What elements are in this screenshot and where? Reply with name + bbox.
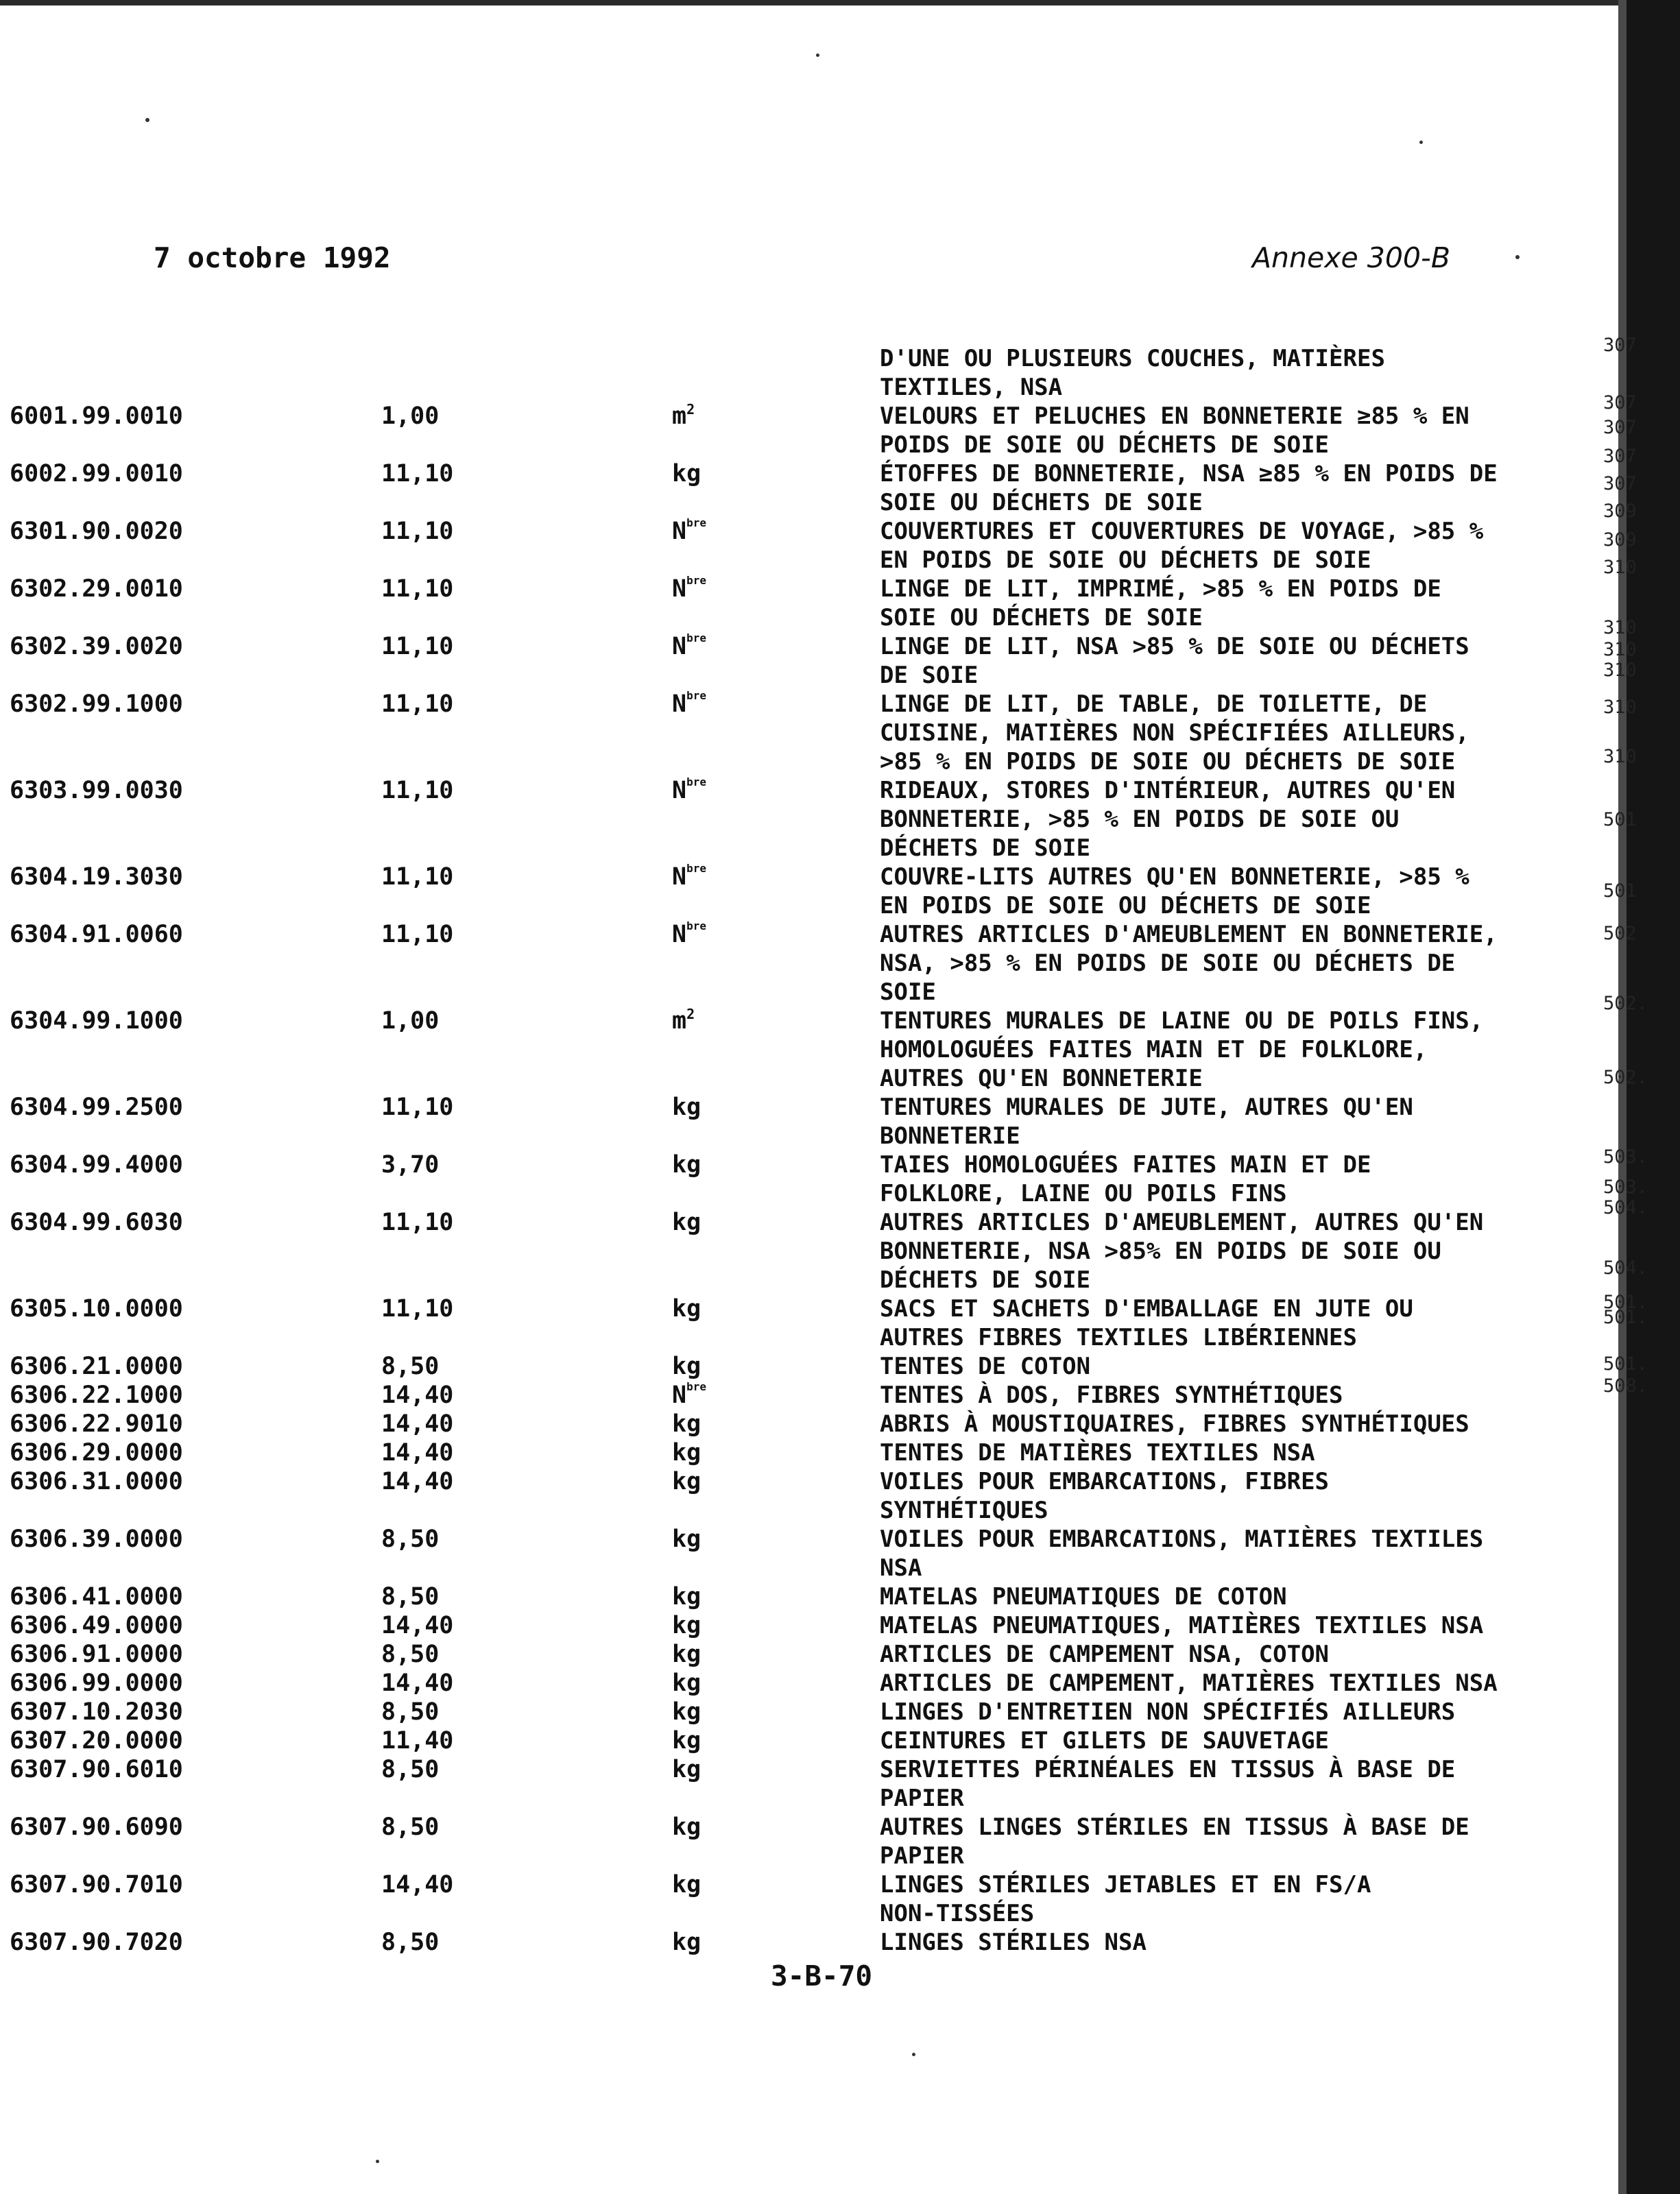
conversion-rate: 11,10 bbox=[381, 460, 454, 487]
margin-fragment: 307 bbox=[1603, 417, 1637, 438]
table-row bbox=[0, 1755, 1605, 1813]
margin-fragment: 307 bbox=[1603, 335, 1637, 356]
conversion-rate: 14,40 bbox=[381, 1669, 454, 1697]
table-row bbox=[0, 1813, 1605, 1870]
tariff-code: 6302.99.1000 bbox=[10, 690, 183, 718]
tariff-code: 6304.91.0060 bbox=[10, 921, 183, 948]
tariff-code: 6304.99.1000 bbox=[10, 1007, 183, 1035]
unit-of-measure: $N^{bre}$ bbox=[672, 631, 706, 660]
unit-of-measure: kg bbox=[672, 460, 701, 487]
conversion-rate: 11,10 bbox=[381, 1209, 454, 1236]
conversion-rate: 1,00 bbox=[381, 1007, 440, 1035]
product-description: VOILES POUR EMBARCATIONS, MATIÈRES TEXTILES NSA bbox=[880, 1526, 1484, 1582]
conversion-rate: 11,10 bbox=[381, 575, 454, 603]
unit-of-measure: $N^{bre}$ bbox=[672, 516, 706, 545]
tariff-code: 6307.90.6010 bbox=[10, 1756, 183, 1783]
unit-of-measure: kg bbox=[672, 1727, 701, 1755]
conversion-rate: 14,40 bbox=[381, 1439, 454, 1467]
margin-fragment: 310 bbox=[1603, 660, 1637, 681]
conversion-rate: 1,00 bbox=[381, 402, 440, 430]
unit-of-measure: $N^{bre}$ bbox=[672, 689, 706, 718]
table-row bbox=[0, 1870, 1605, 1928]
tariff-code: 6306.39.0000 bbox=[10, 1526, 183, 1553]
product-description: ÉTOFFES DE BONNETERIE, NSA ≥85 % EN POIDS DE SOIE OU DÉCHETS DE SOIE bbox=[880, 460, 1498, 516]
margin-fragment: 504. bbox=[1603, 1257, 1648, 1279]
product-description: AUTRES ARTICLES D'AMEUBLEMENT EN BONNETERIE, NSA, >85 % EN POIDS DE SOIE OU DÉCHETS DE SOIE bbox=[880, 921, 1498, 1006]
scan-binding-shadow bbox=[1627, 0, 1680, 2194]
margin-fragment: 502. bbox=[1603, 1067, 1648, 1088]
conversion-rate: 8,50 bbox=[381, 1526, 440, 1553]
unit-of-measure: kg bbox=[672, 1439, 701, 1467]
margin-fragment: 501. bbox=[1603, 1307, 1648, 1328]
scan-speck bbox=[145, 118, 149, 122]
table-row bbox=[0, 575, 1605, 632]
conversion-rate: 8,50 bbox=[381, 1756, 440, 1783]
tariff-code: 6302.39.0020 bbox=[10, 633, 183, 660]
table-row bbox=[0, 517, 1605, 575]
table-row bbox=[0, 1726, 1605, 1755]
table-row bbox=[0, 1410, 1605, 1438]
margin-fragment: 307 bbox=[1603, 392, 1637, 413]
product-description: LINGES STÉRILES JETABLES ET EN FS/A NON-TISSÉES bbox=[880, 1871, 1371, 1927]
conversion-rate: 11,10 bbox=[381, 1295, 454, 1323]
table-row bbox=[0, 1698, 1605, 1726]
unit-of-measure: kg bbox=[672, 1929, 701, 1956]
unit-of-measure: kg bbox=[672, 1641, 701, 1668]
margin-fragment: 501 bbox=[1603, 809, 1637, 830]
conversion-rate: 14,40 bbox=[381, 1468, 454, 1495]
unit-of-measure: kg bbox=[672, 1295, 701, 1323]
table-row bbox=[0, 1381, 1605, 1410]
margin-fragment: 310 bbox=[1603, 697, 1637, 718]
product-description: TENTES DE COTON bbox=[880, 1353, 1091, 1380]
tariff-code: 6301.90.0020 bbox=[10, 518, 183, 545]
unit-of-measure: kg bbox=[672, 1871, 701, 1898]
tariff-code: 6307.90.7020 bbox=[10, 1929, 183, 1956]
product-description: TENTURES MURALES DE JUTE, AUTRES QU'EN BONNETERIE bbox=[880, 1094, 1413, 1150]
product-description: LINGE DE LIT, IMPRIMÉ, >85 % EN POIDS DE SOIE OU DÉCHETS DE SOIE bbox=[880, 575, 1441, 631]
tariff-code: 6306.29.0000 bbox=[10, 1439, 183, 1467]
table-row bbox=[0, 1208, 1605, 1294]
margin-fragment: 310 bbox=[1603, 639, 1637, 660]
conversion-rate: 14,40 bbox=[381, 1410, 454, 1438]
tariff-code: 6307.90.7010 bbox=[10, 1871, 183, 1898]
margin-fragment: 501 bbox=[1603, 880, 1637, 902]
table-row bbox=[0, 1294, 1605, 1352]
scan-speck bbox=[376, 2160, 379, 2163]
table-row bbox=[0, 690, 1605, 776]
tariff-code: 6306.41.0000 bbox=[10, 1583, 183, 1611]
tariff-code: 6307.20.0000 bbox=[10, 1727, 183, 1755]
product-description: COUVRE-LITS AUTRES QU'EN BONNETERIE, >85 % EN POIDS DE SOIE OU DÉCHETS DE SOIE bbox=[880, 863, 1469, 919]
product-description: LINGE DE LIT, NSA >85 % DE SOIE OU DÉCHETS DE SOIE bbox=[880, 633, 1469, 689]
table-row bbox=[0, 1438, 1605, 1467]
conversion-rate: 11,10 bbox=[381, 518, 454, 545]
margin-fragment: 504. bbox=[1603, 1197, 1648, 1218]
margin-fragment: 309 bbox=[1603, 529, 1637, 551]
product-description: ARTICLES DE CAMPEMENT NSA, COTON bbox=[880, 1641, 1330, 1668]
margin-fragment: 502 bbox=[1603, 923, 1637, 944]
conversion-rate: 11,10 bbox=[381, 921, 454, 948]
tariff-code: 6305.10.0000 bbox=[10, 1295, 183, 1323]
page-header bbox=[0, 241, 1605, 276]
tariff-code: 6306.99.0000 bbox=[10, 1669, 183, 1697]
product-description: MATELAS PNEUMATIQUES DE COTON bbox=[880, 1583, 1287, 1611]
unit-of-measure: $m^2$ bbox=[672, 1006, 695, 1035]
conversion-rate: 14,40 bbox=[381, 1382, 454, 1409]
conversion-rate: 8,50 bbox=[381, 1813, 440, 1841]
tariff-code: 6306.91.0000 bbox=[10, 1641, 183, 1668]
margin-fragment: 501. bbox=[1603, 1292, 1648, 1313]
table-row bbox=[0, 1525, 1605, 1582]
product-description: ARTICLES DE CAMPEMENT, MATIÈRES TEXTILES NSA bbox=[880, 1669, 1498, 1697]
unit-of-measure: $N^{bre}$ bbox=[672, 862, 706, 891]
product-description: RIDEAUX, STORES D'INTÉRIEUR, AUTRES QU'EN BONNETERIE, >85 % EN POIDS DE SOIE OU DÉCHETS DE SOIE bbox=[880, 777, 1456, 862]
tariff-code: 6002.99.0010 bbox=[10, 460, 183, 487]
margin-fragment: 503. bbox=[1603, 1177, 1648, 1198]
product-description: COUVERTURES ET COUVERTURES DE VOYAGE, >85 % EN POIDS DE SOIE OU DÉCHETS DE SOIE bbox=[880, 518, 1484, 574]
tariff-code: 6306.22.1000 bbox=[10, 1382, 183, 1409]
table-row bbox=[0, 1928, 1605, 1957]
conversion-rate: 11,10 bbox=[381, 863, 454, 891]
tariff-code: 6304.19.3030 bbox=[10, 863, 183, 891]
unit-of-measure: kg bbox=[672, 1813, 701, 1841]
unit-of-measure: kg bbox=[672, 1612, 701, 1639]
tariff-code: 6306.22.9010 bbox=[10, 1410, 183, 1438]
product-description: LINGES STÉRILES NSA bbox=[880, 1929, 1147, 1956]
table-row bbox=[0, 1093, 1605, 1150]
product-description: SACS ET SACHETS D'EMBALLAGE EN JUTE OU AUTRES FIBRES TEXTILES LIBÉRIENNES bbox=[880, 1295, 1413, 1351]
unit-of-measure: kg bbox=[672, 1583, 701, 1611]
product-description: LINGE DE LIT, DE TABLE, DE TOILETTE, DE CUISINE, MATIÈRES NON SPÉCIFIÉES AILLEURS, >85 % EN POIDS DE SOIE OU DÉCHETS DE SOIE bbox=[880, 690, 1469, 775]
tariff-code: 6001.99.0010 bbox=[10, 402, 183, 430]
tariff-code: 6307.90.6090 bbox=[10, 1813, 183, 1841]
margin-fragment: 307 bbox=[1603, 473, 1637, 494]
conversion-rate: 11,10 bbox=[381, 633, 454, 660]
unit-of-measure: kg bbox=[672, 1698, 701, 1726]
tariff-code: 6302.29.0010 bbox=[10, 575, 183, 603]
table-row bbox=[0, 1640, 1605, 1669]
tariff-code: 6304.99.6030 bbox=[10, 1209, 183, 1236]
table-row bbox=[0, 1352, 1605, 1381]
margin-fragment: 503. bbox=[1603, 1146, 1648, 1168]
margin-fragment: 309 bbox=[1603, 501, 1637, 522]
tariff-code: 6306.21.0000 bbox=[10, 1353, 183, 1380]
page-number: 3-B-70 bbox=[771, 1960, 873, 1992]
conversion-rate: 11,40 bbox=[381, 1727, 454, 1755]
unit-of-measure: kg bbox=[672, 1151, 701, 1179]
tariff-code: 6307.10.2030 bbox=[10, 1698, 183, 1726]
margin-fragment: 307 bbox=[1603, 446, 1637, 467]
table-row bbox=[0, 1669, 1605, 1698]
scan-speck bbox=[912, 2053, 915, 2056]
table-row bbox=[0, 1582, 1605, 1611]
tariff-code: 6304.99.2500 bbox=[10, 1094, 183, 1121]
product-description: TENTES DE MATIÈRES TEXTILES NSA bbox=[880, 1439, 1315, 1467]
product-description: TENTES À DOS, FIBRES SYNTHÉTIQUES bbox=[880, 1382, 1343, 1409]
margin-fragment: 310 bbox=[1603, 617, 1637, 638]
unit-of-measure: kg bbox=[672, 1209, 701, 1236]
unit-of-measure: $N^{bre}$ bbox=[672, 919, 706, 948]
table-row bbox=[0, 1006, 1605, 1093]
scan-speck bbox=[816, 53, 819, 57]
product-description: SERVIETTES PÉRINÉALES EN TISSUS À BASE DE PAPIER bbox=[880, 1756, 1456, 1812]
unit-of-measure: kg bbox=[672, 1468, 701, 1495]
conversion-rate: 8,50 bbox=[381, 1929, 440, 1956]
table-row bbox=[0, 402, 1605, 459]
table-row bbox=[0, 863, 1605, 920]
margin-fragment: 502. bbox=[1603, 993, 1648, 1014]
tariff-code: 6303.99.0030 bbox=[10, 777, 183, 804]
unit-of-measure: kg bbox=[672, 1410, 701, 1438]
conversion-rate: 11,10 bbox=[381, 777, 454, 804]
table-row bbox=[0, 1150, 1605, 1208]
conversion-rate: 3,70 bbox=[381, 1151, 440, 1179]
header-date: 7 octobre 1992 bbox=[154, 241, 391, 274]
product-description: CEINTURES ET GILETS DE SAUVETAGE bbox=[880, 1727, 1330, 1755]
table-row bbox=[0, 1467, 1605, 1525]
product-description: AUTRES LINGES STÉRILES EN TISSUS À BASE DE PAPIER bbox=[880, 1813, 1469, 1870]
margin-fragment: 501. bbox=[1603, 1353, 1648, 1375]
conversion-rate: 8,50 bbox=[381, 1698, 440, 1726]
unit-of-measure: $N^{bre}$ bbox=[672, 775, 706, 804]
product-description: LINGES D'ENTRETIEN NON SPÉCIFIÉS AILLEURS bbox=[880, 1698, 1456, 1726]
margin-fragment: 508. bbox=[1603, 1375, 1648, 1397]
margin-fragment: 310 bbox=[1603, 746, 1637, 767]
conversion-rate: 11,10 bbox=[381, 1094, 454, 1121]
product-description: TENTURES MURALES DE LAINE OU DE POILS FINS, HOMOLOGUÉES FAITES MAIN ET DE FOLKLORE, AUTRES QU'EN BONNETERIE bbox=[880, 1007, 1484, 1092]
table-row bbox=[0, 920, 1605, 1006]
adjacent-page-fragments bbox=[1603, 0, 1648, 2194]
unit-of-measure: kg bbox=[672, 1756, 701, 1783]
continued-description: D'UNE OU PLUSIEURS COUCHES, MATIÈRES TEXTILES, NSA bbox=[880, 345, 1385, 401]
tariff-code: 6304.99.4000 bbox=[10, 1151, 183, 1179]
margin-fragment: 310 bbox=[1603, 557, 1637, 578]
tariff-table bbox=[0, 402, 1605, 1957]
product-description: VELOURS ET PELUCHES EN BONNETERIE ≥85 % EN POIDS DE SOIE OU DÉCHETS DE SOIE bbox=[880, 402, 1469, 459]
unit-of-measure: $N^{bre}$ bbox=[672, 574, 706, 603]
unit-of-measure: $N^{bre}$ bbox=[672, 1380, 706, 1409]
unit-of-measure: kg bbox=[672, 1094, 701, 1121]
scan-speck bbox=[1515, 255, 1520, 259]
conversion-rate: 8,50 bbox=[381, 1583, 440, 1611]
product-description: AUTRES ARTICLES D'AMEUBLEMENT, AUTRES QU'EN BONNETERIE, NSA >85% EN POIDS DE SOIE OU DÉCHETS DE SOIE bbox=[880, 1209, 1484, 1294]
unit-of-measure: kg bbox=[672, 1669, 701, 1697]
conversion-rate: 8,50 bbox=[381, 1353, 440, 1380]
table-row bbox=[0, 459, 1605, 517]
table-row bbox=[0, 1611, 1605, 1640]
product-description: VOILES POUR EMBARCATIONS, FIBRES SYNTHÉTIQUES bbox=[880, 1468, 1330, 1524]
unit-of-measure: $m^2$ bbox=[672, 401, 695, 430]
product-description: ABRIS À MOUSTIQUAIRES, FIBRES SYNTHÉTIQUES bbox=[880, 1410, 1469, 1438]
conversion-rate: 11,10 bbox=[381, 690, 454, 718]
scan-top-edge bbox=[0, 0, 1680, 5]
product-description: TAIES HOMOLOGUÉES FAITES MAIN ET DE FOLKLORE, LAINE OU POILS FINS bbox=[880, 1151, 1371, 1207]
scan-speck bbox=[1419, 141, 1423, 144]
header-annex: Annexe 300-B bbox=[1252, 241, 1450, 274]
unit-of-measure: kg bbox=[672, 1353, 701, 1380]
unit-of-measure: kg bbox=[672, 1526, 701, 1553]
tariff-code: 6306.31.0000 bbox=[10, 1468, 183, 1495]
product-description: MATELAS PNEUMATIQUES, MATIÈRES TEXTILES NSA bbox=[880, 1612, 1484, 1639]
conversion-rate: 14,40 bbox=[381, 1612, 454, 1639]
table-row bbox=[0, 632, 1605, 690]
conversion-rate: 14,40 bbox=[381, 1871, 454, 1898]
conversion-rate: 8,50 bbox=[381, 1641, 440, 1668]
table-row bbox=[0, 776, 1605, 863]
tariff-code: 6306.49.0000 bbox=[10, 1612, 183, 1639]
